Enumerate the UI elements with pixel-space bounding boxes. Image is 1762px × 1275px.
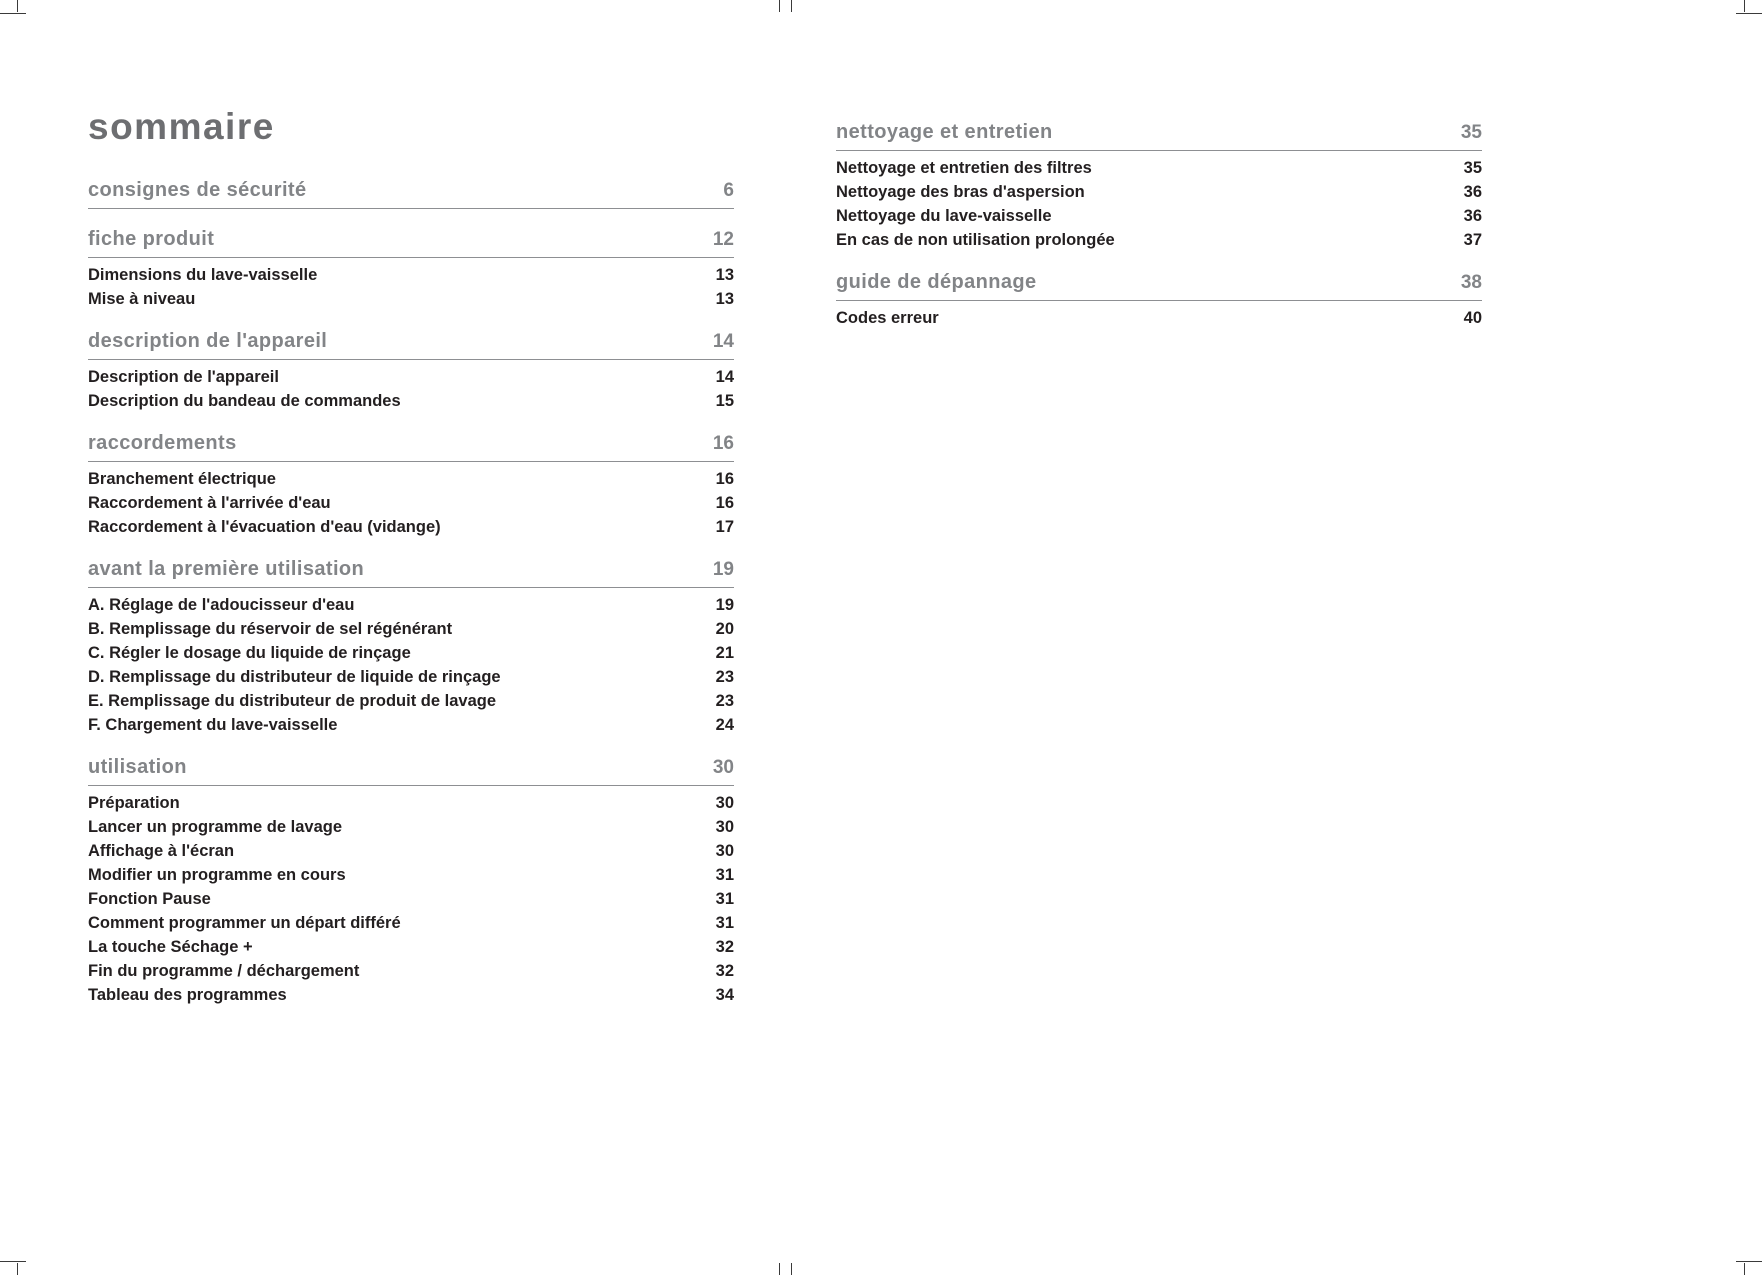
toc-entry-label: La touche Séchage +	[88, 938, 253, 956]
toc-entry-page: 13	[715, 266, 734, 284]
toc-entry	[88, 389, 734, 413]
toc-entry-page: 20	[715, 620, 734, 638]
toc-entry-label: Préparation	[88, 794, 180, 812]
crop-mark-bottom-center-left-v	[779, 1263, 780, 1275]
toc-section-title: nettoyage et entretien	[836, 121, 1053, 143]
toc-entry-page: 31	[715, 914, 734, 932]
toc-section	[88, 227, 734, 311]
toc-section-page: 12	[712, 229, 734, 250]
toc-entry-page: 16	[715, 494, 734, 512]
crop-mark-top-left-v	[17, 0, 18, 12]
crop-mark-top-right-v	[1744, 0, 1745, 12]
toc-entry-label: Raccordement à l'évacuation d'eau (vidange)	[88, 518, 441, 536]
toc-entry-label: Raccordement à l'arrivée d'eau	[88, 494, 331, 512]
toc-entry-page: 21	[715, 644, 734, 662]
toc-section-header	[88, 431, 734, 462]
toc-section-page: 19	[712, 559, 734, 580]
toc-entry	[88, 263, 734, 287]
toc-entry	[836, 156, 1482, 180]
toc-entry-label: D. Remplissage du distributeur de liquide de rinçage	[88, 668, 501, 686]
toc-entry-page: 24	[715, 716, 734, 734]
toc-column-right	[836, 106, 1482, 348]
toc-entry-label: Lancer un programme de lavage	[88, 818, 343, 836]
crop-mark-bottom-right-v	[1744, 1263, 1745, 1275]
toc-entry-page: 34	[715, 986, 734, 1004]
toc-section-title: consignes de sécurité	[88, 179, 307, 201]
toc-entry-page: 37	[1463, 231, 1482, 249]
toc-entry-page: 36	[1463, 183, 1482, 201]
toc-section-page: 6	[723, 180, 734, 201]
toc-entry	[88, 665, 734, 689]
toc-entry-label: Modifier un programme en cours	[88, 866, 346, 884]
toc-entry	[88, 467, 734, 491]
toc-entry-page: 30	[715, 794, 734, 812]
toc-entry-label: Nettoyage des bras d'aspersion	[836, 183, 1085, 201]
toc-entry	[88, 713, 734, 737]
toc-section-header	[88, 178, 734, 209]
toc-entry	[88, 911, 734, 935]
toc-entry-page: 13	[715, 290, 734, 308]
toc-entry-page: 23	[715, 668, 734, 686]
toc-entry-label: Branchement électrique	[88, 470, 276, 488]
toc-entry	[88, 365, 734, 389]
toc-entry-page: 30	[715, 818, 734, 836]
toc-section-page: 35	[1460, 122, 1482, 143]
toc-entry-label: E. Remplissage du distributeur de produit de lavage	[88, 692, 496, 710]
toc-section	[836, 270, 1482, 330]
toc-entry	[88, 617, 734, 641]
toc-entry-label: Nettoyage et entretien des filtres	[836, 159, 1092, 177]
toc-section-header	[836, 270, 1482, 301]
toc-section-page: 16	[712, 433, 734, 454]
toc-column-left	[88, 106, 734, 1025]
toc-entry-label: Mise à niveau	[88, 290, 196, 308]
toc-entry	[88, 593, 734, 617]
toc-entry-page: 31	[715, 866, 734, 884]
toc-entry	[836, 180, 1482, 204]
toc-section	[88, 755, 734, 1007]
crop-mark-bottom-right-h	[1736, 1261, 1762, 1262]
toc-entry-page: 17	[715, 518, 734, 536]
toc-entry-label: B. Remplissage du réservoir de sel régénérant	[88, 620, 453, 638]
toc-entry-page: 30	[715, 842, 734, 860]
toc-section-title: fiche produit	[88, 228, 215, 250]
toc-section	[88, 329, 734, 413]
toc-entry	[88, 791, 734, 815]
crop-mark-bottom-left-v	[17, 1263, 18, 1275]
toc-section-header	[88, 227, 734, 258]
toc-entry-page: 32	[715, 962, 734, 980]
toc-entry-label: Tableau des programmes	[88, 986, 287, 1004]
toc-entry-page: 19	[715, 596, 734, 614]
toc-section-page: 30	[712, 757, 734, 778]
toc-section-page: 14	[712, 331, 734, 352]
toc-section-title: description de l'appareil	[88, 330, 328, 352]
toc-entry	[88, 641, 734, 665]
toc-entry-label: Comment programmer un départ différé	[88, 914, 401, 932]
toc-entry-page: 36	[1463, 207, 1482, 225]
toc-entry-page: 23	[715, 692, 734, 710]
toc-section-title: avant la première utilisation	[88, 558, 365, 580]
crop-mark-bottom-left-h	[0, 1261, 26, 1262]
crop-mark-top-right-h	[1736, 13, 1762, 14]
toc-entry-label: En cas de non utilisation prolongée	[836, 231, 1115, 249]
toc-entry	[836, 306, 1482, 330]
toc-entry	[88, 983, 734, 1007]
crop-mark-top-center-left-v	[779, 0, 780, 12]
toc-section	[836, 120, 1482, 252]
toc-entry-label: F. Chargement du lave-vaisselle	[88, 716, 338, 734]
toc-entry	[88, 839, 734, 863]
toc-entry-page: 15	[715, 392, 734, 410]
toc-section	[88, 557, 734, 737]
toc-entry	[88, 287, 734, 311]
crop-mark-bottom-center-right-v	[791, 1263, 792, 1275]
crop-mark-top-left-h	[0, 13, 26, 14]
toc-entry-label: C. Régler le dosage du liquide de rinçage	[88, 644, 411, 662]
toc-entry	[88, 863, 734, 887]
toc-section-header	[836, 120, 1482, 151]
toc-entry-label: Affichage à l'écran	[88, 842, 235, 860]
toc-entry	[88, 935, 734, 959]
toc-entry	[836, 204, 1482, 228]
toc-entry-label: A. Réglage de l'adoucisseur d'eau	[88, 596, 355, 614]
toc-section-header	[88, 329, 734, 360]
toc-entry-label: Fin du programme / déchargement	[88, 962, 360, 980]
toc-entry-label: Dimensions du lave-vaisselle	[88, 266, 318, 284]
toc-section	[88, 178, 734, 209]
toc-entry-label: Codes erreur	[836, 309, 939, 327]
toc-entry-page: 32	[715, 938, 734, 956]
toc-entry-label: Description de l'appareil	[88, 368, 279, 386]
toc-entry-page: 40	[1463, 309, 1482, 327]
toc-entry-page: 31	[715, 890, 734, 908]
toc-section-title: guide de dépannage	[836, 271, 1037, 293]
toc-section-header	[88, 557, 734, 588]
toc-entry	[836, 228, 1482, 252]
toc-entry	[88, 959, 734, 983]
toc-section-title: raccordements	[88, 432, 237, 454]
toc-section-header	[88, 755, 734, 786]
toc-entry	[88, 491, 734, 515]
toc-entry-page: 16	[715, 470, 734, 488]
page-title: sommaire	[88, 106, 275, 147]
toc-entry	[88, 515, 734, 539]
toc-entry	[88, 887, 734, 911]
toc-entry-page: 35	[1463, 159, 1482, 177]
toc-entry	[88, 689, 734, 713]
crop-mark-top-center-right-v	[791, 0, 792, 12]
toc-entry-label: Description du bandeau de commandes	[88, 392, 401, 410]
toc-entry-page: 14	[715, 368, 734, 386]
toc-section-page: 38	[1460, 272, 1482, 293]
toc-section-title: utilisation	[88, 756, 187, 778]
toc-section	[88, 431, 734, 539]
toc-entry-label: Nettoyage du lave-vaisselle	[836, 207, 1052, 225]
toc-entry-label: Fonction Pause	[88, 890, 211, 908]
toc-entry	[88, 815, 734, 839]
